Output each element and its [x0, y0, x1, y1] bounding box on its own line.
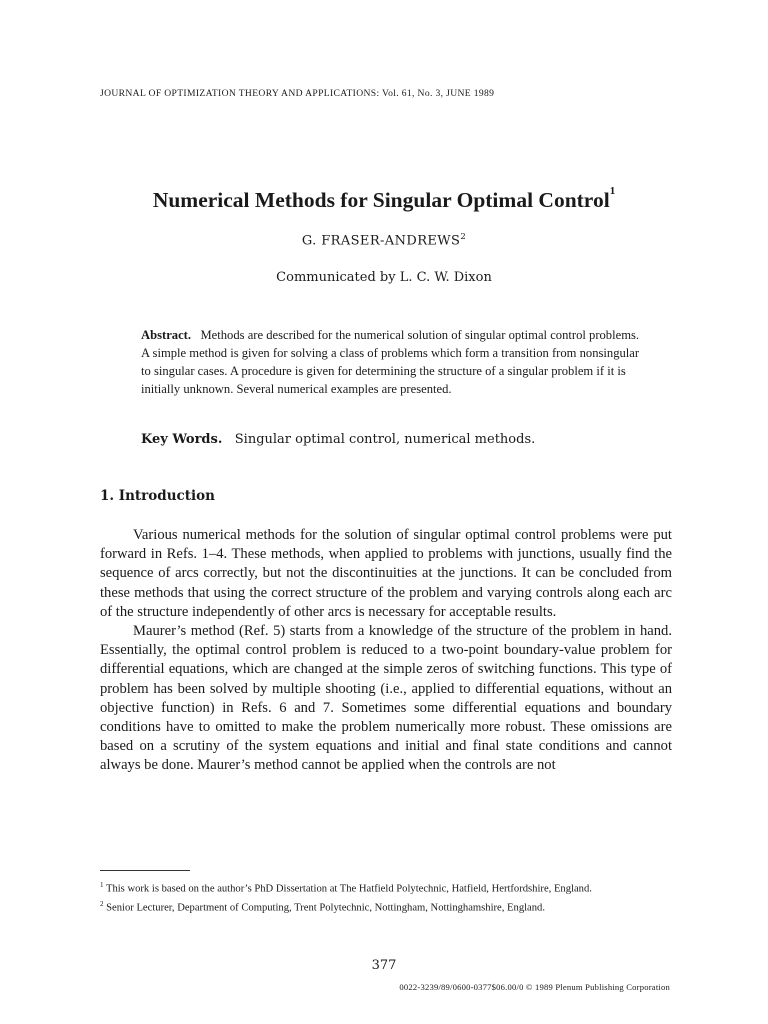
- author-line: [0, 232, 768, 248]
- footnote-divider: [100, 870, 190, 871]
- paragraph: Various numerical methods for the solution of singular optimal control problems were put forward in Refs. 1–4. These methods, when applied to problems with junctions, usually find the sequence of arcs correctly, but not the discontinuities at the junctions. It can be concluded from these methods that using the correct structure of the problem and varying controls along each arc of the structure independently of other arcs is necessary for acceptable results.: [100, 527, 672, 620]
- title-footnote-mark: 1: [609, 185, 616, 197]
- footnote-text: This work is based on the author’s PhD Dissertation at The Hatfield Polytechnic, Hatfield, Hertfordshire, England.: [105, 883, 592, 895]
- abstract-label: Abstract.: [141, 328, 192, 342]
- author-footnote-mark: 2: [460, 232, 467, 242]
- key-words-text: Singular optimal control, numerical methods.: [234, 432, 536, 447]
- author-name: G. FRASER-ANDREWS: [301, 233, 461, 249]
- abstract-text: Methods are described for the numerical solution of singular optimal control problems. A simple method is given for solving a class of problems which form a transition from nonsingular to singular cases. A procedure is given for determining the structure of a singular problem if it is initially unknown. Several numerical examples are presented.: [141, 328, 640, 396]
- paragraph: Maurer’s method (Ref. 5) starts from a knowledge of the structure of the problem in hand. Essentially, the optimal control problem is reduced to a two-point boundary-value problem for differential equations, which are changed at the simple zeros of switching functions. This type of problem has been solved by multiple shooting (i.e., applied to differential equations, without an objective function) in Refs. 6 and 7. Sometimes some differential equations and boundary conditions have to omitted to make the problem numerically more robust. These omissions are based on a scrutiny of the system equations and initial and final state conditions and cannot always be done. Maurer’s method cannot be applied when the controls are not: [100, 623, 672, 774]
- abstract: [141, 326, 641, 398]
- publisher-imprint: 0022-3239/89/0600-0377$06.00/0 © 1989 Plenum Publishing Corporation: [399, 982, 670, 992]
- footnote-text: Senior Lecturer, Department of Computing, Trent Polytechnic, Nottingham, Nottinghamshire, England.: [106, 902, 546, 914]
- body-text: [100, 526, 672, 776]
- article-title: [0, 185, 768, 213]
- key-words: [141, 432, 661, 447]
- footnote-1: [100, 878, 672, 897]
- footnote-mark: 1: [100, 881, 104, 889]
- page-number: 377: [371, 958, 397, 973]
- key-words-label: Key Words.: [141, 432, 223, 447]
- footnotes: [100, 878, 672, 916]
- footnote-2: [100, 897, 672, 916]
- article-title-text: Numerical Methods for Singular Optimal Control: [152, 188, 610, 212]
- running-head: JOURNAL OF OPTIMIZATION THEORY AND APPLICATIONS: Vol. 61, No. 3, JUNE 1989: [100, 88, 495, 99]
- footnote-mark: 2: [100, 899, 104, 908]
- section-heading: 1. Introduction: [100, 488, 215, 504]
- communicated-by: Communicated by L. C. W. Dixon: [276, 270, 492, 285]
